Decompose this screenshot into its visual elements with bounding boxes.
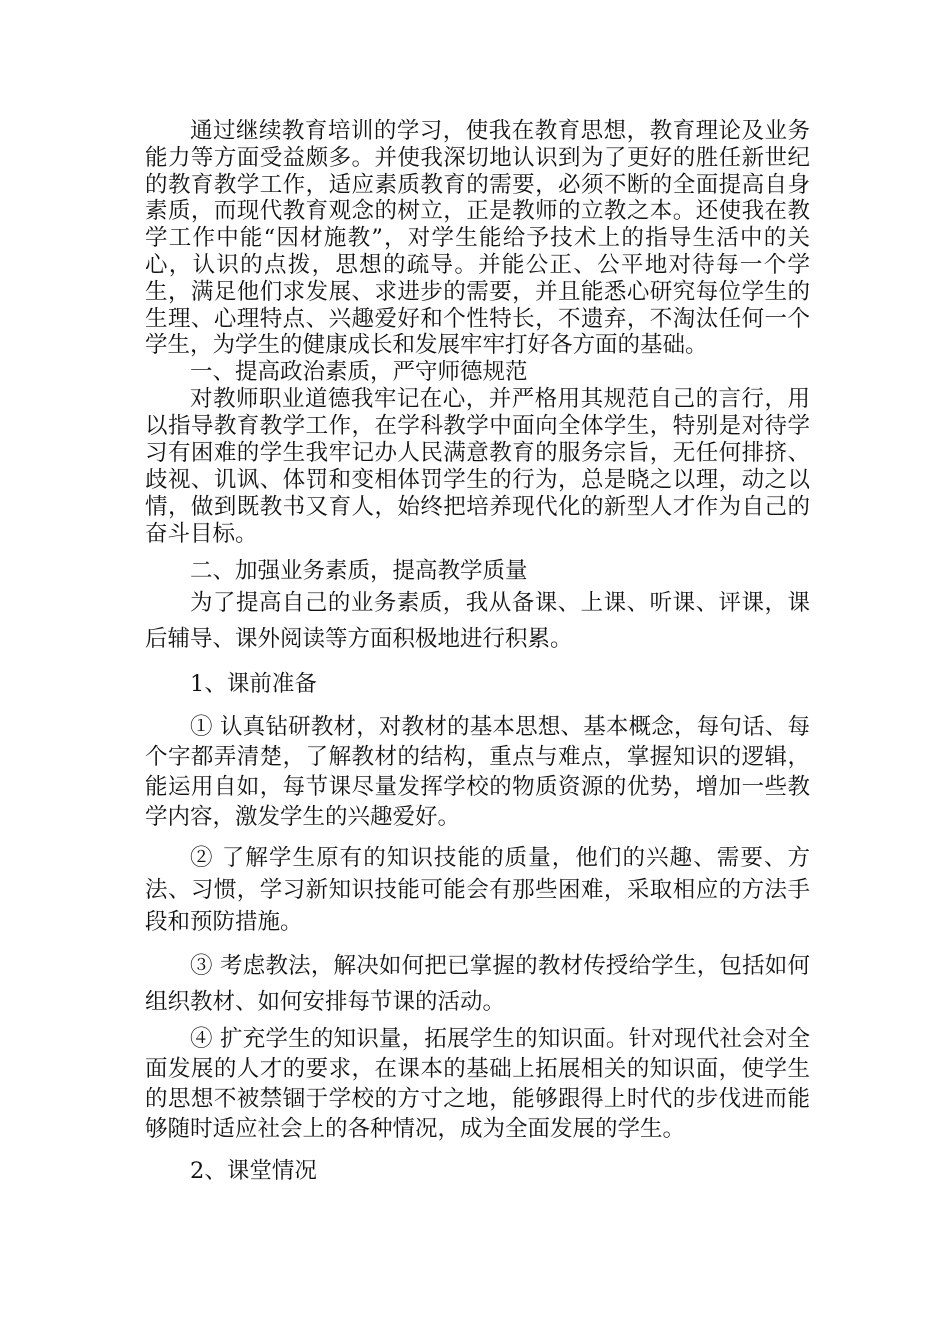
subsection-2-heading: 2、课堂情况 xyxy=(190,1157,317,1184)
section-1-heading: 一、提高政治素质，严守师德规范 xyxy=(190,359,528,386)
section-2-heading: 二、加强业务素质，提高教学质量 xyxy=(190,557,528,584)
subsection-1-heading: 1、课前准备 xyxy=(190,670,317,697)
section-2-paragraph: 为了提高自己的业务素质，我从备课、上课、听课、评课，课后辅导、课外阅读等方面积极地进行积累。 xyxy=(145,589,810,652)
list-item-3: ③ 考虑教法，解决如何把已掌握的教材传授给学生，包括如何组织教材、如何安排每节课的活动。 xyxy=(145,952,810,1015)
intro-paragraph: 通过继续教育培训的学习，使我在教育思想，教育理论及业务能力等方面受益颇多。并使我深切地认识到为了更好的胜任新世纪的教育教学工作，适应素质教育的需要，必须不断的全面提高自身素质，而现代教育观念的树立，正是教师的立教之本。还使我在教学工作中能“因材施教”，对学生能给予技术上的指导生活中的关心，认识的点拨，思想的疏导。并能公正、公平地对待每一个学生，满足他们求发展、求进步的需要，并且能悉心研究每位学生的生理、心理特点、兴趣爱好和个性特长，不遗弃，不淘汰任何一个学生，为学生的健康成长和发展牢牢打好各方面的基础。 xyxy=(145,118,810,359)
list-item-2: ② 了解学生原有的知识技能的质量，他们的兴趣、需要、方法、习惯，学习新知识技能可能会有那些困难，采取相应的方法手段和预防措施。 xyxy=(145,844,810,935)
list-item-4: ④ 扩充学生的知识量，拓展学生的知识面。针对现代社会对全面发展的人才的要求，在课本的基础上拓展相关的知识面，使学生的思想不被禁锢于学校的方寸之地，能够跟得上时代的步伐进而能够随时适应社会上的各种情况，成为全面发展的学生。 xyxy=(145,1025,810,1142)
document-page xyxy=(145,118,810,1184)
list-item-1: ① 认真钻研教材，对教材的基本思想、基本概念，每句话、每个字都弄清楚，了解教材的结构，重点与难点，掌握知识的逻辑，能运用自如，每节课尽量发挥学校的物质资源的优势，增加一些教学内容，激发学生的兴趣爱好。 xyxy=(145,713,810,830)
section-1-paragraph: 对教师职业道德我牢记在心，并严格用其规范自己的言行，用以指导教育教学工作，在学科教学中面向全体学生，特别是对待学习有困难的学生我牢记办人民满意教育的服务宗旨，无任何排挤、歧视、讥讽、体罚和变相体罚学生的行为，总是晓之以理，动之以情，做到既教书又育人，始终把培养现代化的新型人才作为自己的奋斗目标。 xyxy=(145,385,810,547)
